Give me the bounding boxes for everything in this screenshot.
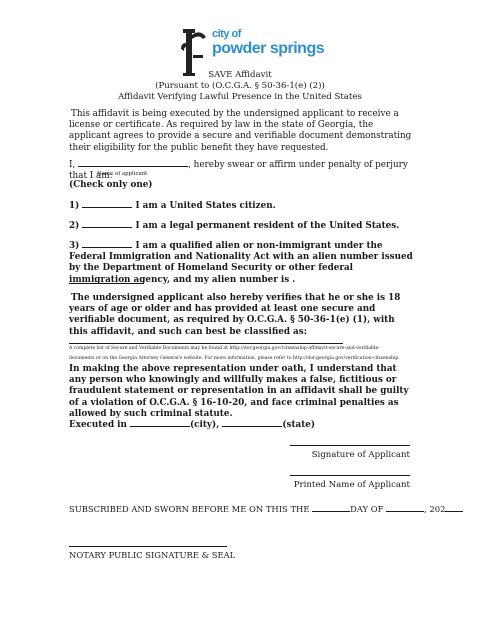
penalty-paragraph: In making the above representation under oath, I understand that any person who knowingly and willfully makes a false, fictitious or fraudulent statement or representation in an affidavit shall be guilty of a violation of O.C.G.A. § 16-10-20, and face criminal penalties as allowed by such criminal statute.	[69, 364, 409, 419]
logo-line-2: powder springs	[212, 40, 325, 57]
form-title: SAVE Affidavit	[208, 70, 272, 80]
logo-wordmark	[212, 29, 324, 57]
executed-in-line	[69, 418, 414, 431]
name-of-applicant-label: Name of applicant	[97, 171, 148, 177]
option-label: I am a legal permanent resident of the United States.	[135, 221, 400, 231]
swear-prefix: I,	[69, 160, 76, 170]
applicant-name-field[interactable]	[78, 158, 188, 167]
logo-line-1: city of	[212, 28, 241, 40]
option-label: I am a United States citizen.	[135, 201, 276, 211]
fine-print-line-2: documents or on the Georgia Attorney General's website. For more information, please refer to http://dor.georgia.gov/verification-citizenship.	[69, 356, 400, 361]
subscribed-prefix: SUBSCRIBED AND SWORN BEFORE ME ON THIS THE	[69, 504, 310, 514]
notary-label: NOTARY PUBLIC SIGNATURE & SEAL	[69, 550, 236, 560]
option-alien-checkbox[interactable]	[82, 239, 132, 248]
verify-paragraph: The undersigned applicant also hereby verifies that he or she is 18 years of age or older and has provided at least one secure and verifiable document, as required by O.C.G.A. § 50-36-1(e) (1), with this affidavit, and such can best be classified as:	[69, 293, 401, 337]
option-number: 2)	[69, 221, 80, 231]
option-permanent-resident	[69, 219, 414, 232]
state-label: (state)	[282, 420, 316, 430]
city-field[interactable]	[130, 418, 190, 427]
option-citizen-checkbox[interactable]	[82, 199, 132, 208]
option-qualified-alien	[69, 239, 414, 286]
document-classification-field[interactable]	[69, 343, 343, 344]
notary-signature-field[interactable]	[69, 546, 227, 547]
printed-name-label: Printed Name of Applicant	[293, 480, 410, 490]
state-field[interactable]	[222, 418, 282, 427]
day-field[interactable]	[312, 503, 350, 512]
year-label: , 202	[424, 504, 446, 514]
option-resident-checkbox[interactable]	[82, 219, 132, 228]
swear-suffix: , hereby swear or affirm under penalty of perjury that I am:	[69, 160, 408, 182]
month-field[interactable]	[386, 503, 424, 512]
day-of-label: DAY OF	[350, 504, 384, 514]
subscribed-line	[69, 503, 446, 515]
form-subtitle: (Pursuant to (O.C.G.A. § 50-36-1(e) (2))	[155, 81, 325, 91]
option-citizen	[69, 199, 414, 212]
option-number: 1)	[69, 201, 80, 211]
form-heading: Affidavit Verifying Lawful Presence in the United States	[118, 92, 362, 102]
check-only-one: (Check only one)	[69, 180, 153, 190]
city-label: (city),	[190, 420, 220, 430]
printed-name-field[interactable]	[290, 475, 410, 476]
executed-prefix: Executed in	[69, 420, 127, 430]
signature-label: Signature of Applicant	[311, 450, 410, 460]
option-number: 3)	[69, 241, 80, 251]
option-label: I am a qualified alien or non-immigrant under the Federal Immigration and Nationality Act with an alien number issued by the Department of Homeland Security or other federal immigration agency, and my alien number is .	[69, 241, 413, 285]
signature-field[interactable]	[290, 445, 410, 446]
alien-number-field[interactable]	[69, 283, 144, 284]
year-field[interactable]	[445, 503, 463, 512]
fine-print-line-1: A complete list of Secure and Verifiable Documents may be found at http://dor.georgia.gov/citizenship-affidavit-secure-and-verifiable-	[69, 346, 380, 351]
intro-paragraph: This affidavit is being executed by the undersigned applicant to receive a license or certificate. As required by law in the state of Georgia, the applicant agrees to provide a secure and verifiable document demonstrating their eligibility for the public benefit they have requested.	[69, 109, 412, 153]
